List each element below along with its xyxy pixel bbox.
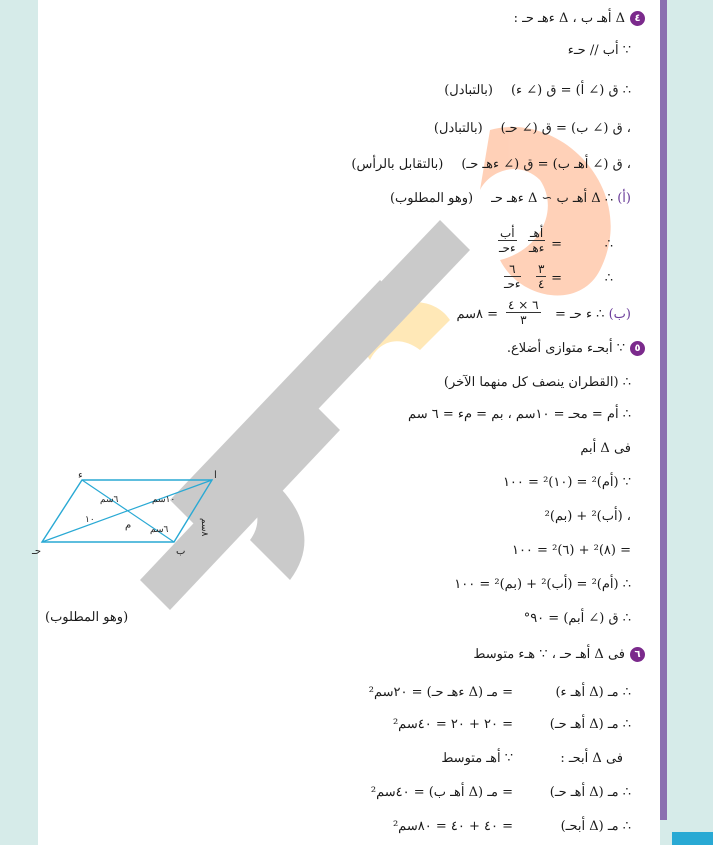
q4-frac-3 — [506, 298, 541, 327]
q5-line9: ∴ ق (∠ ﺃبم) = ٩٠° — [523, 611, 631, 626]
q5-result-note: (وهو المطلوب) — [45, 610, 129, 625]
q4-line2-text: ∴ ق (∠ ﺃ) = ق (∠ ء) — [510, 83, 631, 98]
q6-line3a: ∴ مـ (Δ ﺃﻫـ حـ) — [549, 717, 631, 732]
q5-line5: ∵ (ﺃم)² = (١٠)² = ١٠٠ — [502, 475, 631, 490]
q4-given — [514, 10, 645, 28]
vertex-b: ب — [176, 546, 186, 557]
q4-frac-2a — [536, 262, 546, 291]
q4-line3-text: ، ق (∠ ب) = ق (∠ حـ) — [500, 121, 631, 136]
q6-line3b: = ٢٠ + ٢٠ = ٤٠سم² — [392, 717, 513, 732]
q4-line5-text: ∴ Δ ﺃﻫـ ب ∼ Δ ءﻫـ حـ — [491, 191, 614, 206]
question-number-6: ٦ — [630, 647, 645, 662]
q4-equals-1: = — [551, 237, 562, 252]
vertex-d: ء — [78, 470, 83, 481]
q6-line2b: = مـ (Δ ءﻫـ حـ) = ٢٠سم² — [368, 685, 513, 700]
q4-part-a: (أ) — [617, 191, 631, 206]
q4-line1: ∵ ﺃب // حـء — [567, 43, 631, 58]
frac-top: ﺃﻫـ — [530, 226, 544, 240]
frac-top: ﺃب — [500, 226, 515, 240]
question-number-5: ٥ — [630, 341, 645, 356]
q5-line8: ∴ (ﺃم)² = (ﺃب)² + (بم)² = ١٠٠ — [454, 577, 631, 592]
frac-bottom: ٤ — [538, 277, 545, 291]
q5-line6: ، (ﺃب)² + (بم)² — [544, 509, 631, 524]
q6-line1-text: فى Δ ﺃﻫـ حـ ، ∵ ﻫـء متوسط — [473, 647, 625, 662]
q5-line1-text: ∵ ﺃبحـء متوازى أضلاع. — [506, 341, 625, 356]
frac-bottom: ءحـ — [499, 241, 516, 255]
q4-line3-justification: (بالتبادل) — [433, 121, 483, 136]
q4-equals-2: = — [551, 271, 562, 286]
q5-line3: ∴ ﺃم = محـ = ١٠سم ، بم = مء = ٦ سم — [408, 407, 631, 422]
label-mc: ١٠ — [85, 515, 95, 525]
frac-bottom: ءﻫـ — [528, 241, 545, 255]
q6-line4a: فى Δ ﺃبحـ : — [560, 751, 623, 766]
vertex-a: ﺃ — [214, 470, 217, 481]
vertex-c: حـ — [32, 546, 42, 557]
q4-line5 — [390, 190, 631, 208]
label-ab: ٨سم — [199, 518, 209, 537]
q4-line3 — [434, 120, 631, 138]
q4-line2-justification: (بالتبادل) — [444, 83, 493, 98]
q6-line4b: ∵ ﺃﻫـ متوسط — [441, 751, 513, 766]
q4-line5-justification: (وهو المطلوب) — [389, 191, 474, 206]
frac-bottom: ءحـ — [504, 277, 521, 291]
frac-top: ٦ × ٤ — [508, 298, 539, 312]
label-am: ١٠سم — [152, 495, 176, 505]
q4-line8 — [555, 306, 631, 324]
q4-line8-end: = ٨سم — [456, 307, 498, 322]
frac-top: ٦ — [504, 262, 521, 277]
q6-line5a: ∴ مـ (Δ ﺃﻫـ حـ) — [549, 785, 631, 800]
q5-line2: ∴ (القطران ينصف كل منهما الآخر) — [443, 375, 631, 390]
q5-line1 — [507, 340, 645, 358]
q6-line2a: ∴ مـ (Δ ﺃﻫـ ء) — [555, 685, 631, 700]
q4-therefore-2: ∴ — [604, 271, 613, 286]
q4-frac-2b — [504, 262, 521, 291]
q6-line5b: = مـ (Δ ﺃﻫـ ب) = ٤٠سم² — [370, 785, 513, 800]
q4-part-b: (ب) — [608, 307, 631, 322]
q4-line4-text: ، ق (∠ ﺃﻫـ ب) = ق (∠ ءﻫـ حـ) — [461, 157, 631, 172]
q6-line1 — [473, 646, 645, 664]
label-dm: ٦سم — [100, 495, 119, 505]
q4-line8-text: ∴ ء حـ = — [554, 307, 605, 322]
center-m: م — [125, 520, 132, 531]
corner-tab — [672, 832, 713, 845]
side-bar — [660, 0, 667, 820]
q5-line7: = (٨)² + (٦)² = ١٠٠ — [511, 543, 631, 558]
question-number-4: ٤ — [630, 11, 645, 26]
q4-line4 — [351, 156, 631, 174]
q4-line2 — [444, 82, 631, 100]
frac-bottom: ٣ — [520, 313, 527, 327]
q4-line4-justification: (بالتقابل بالرأس) — [351, 157, 444, 172]
label-bm: ٦سم — [150, 525, 169, 535]
q4-frac-1b — [498, 226, 517, 255]
q4-frac-1a — [528, 226, 545, 255]
q6-line6b: = ٤٠ + ٤٠ = ٨٠سم² — [392, 819, 513, 834]
frac-top: ٣ — [538, 262, 545, 276]
parallelogram-figure — [30, 470, 230, 560]
q5-line4: فى Δ ﺃبم — [580, 441, 631, 456]
q4-therefore-1: ∴ — [604, 237, 613, 252]
q6-line6a: ∴ مـ (Δ ﺃبحـ) — [560, 819, 631, 834]
q4-given-text: Δ ﺃﻫـ ب ، Δ ءﻫـ حـ : — [513, 11, 625, 26]
